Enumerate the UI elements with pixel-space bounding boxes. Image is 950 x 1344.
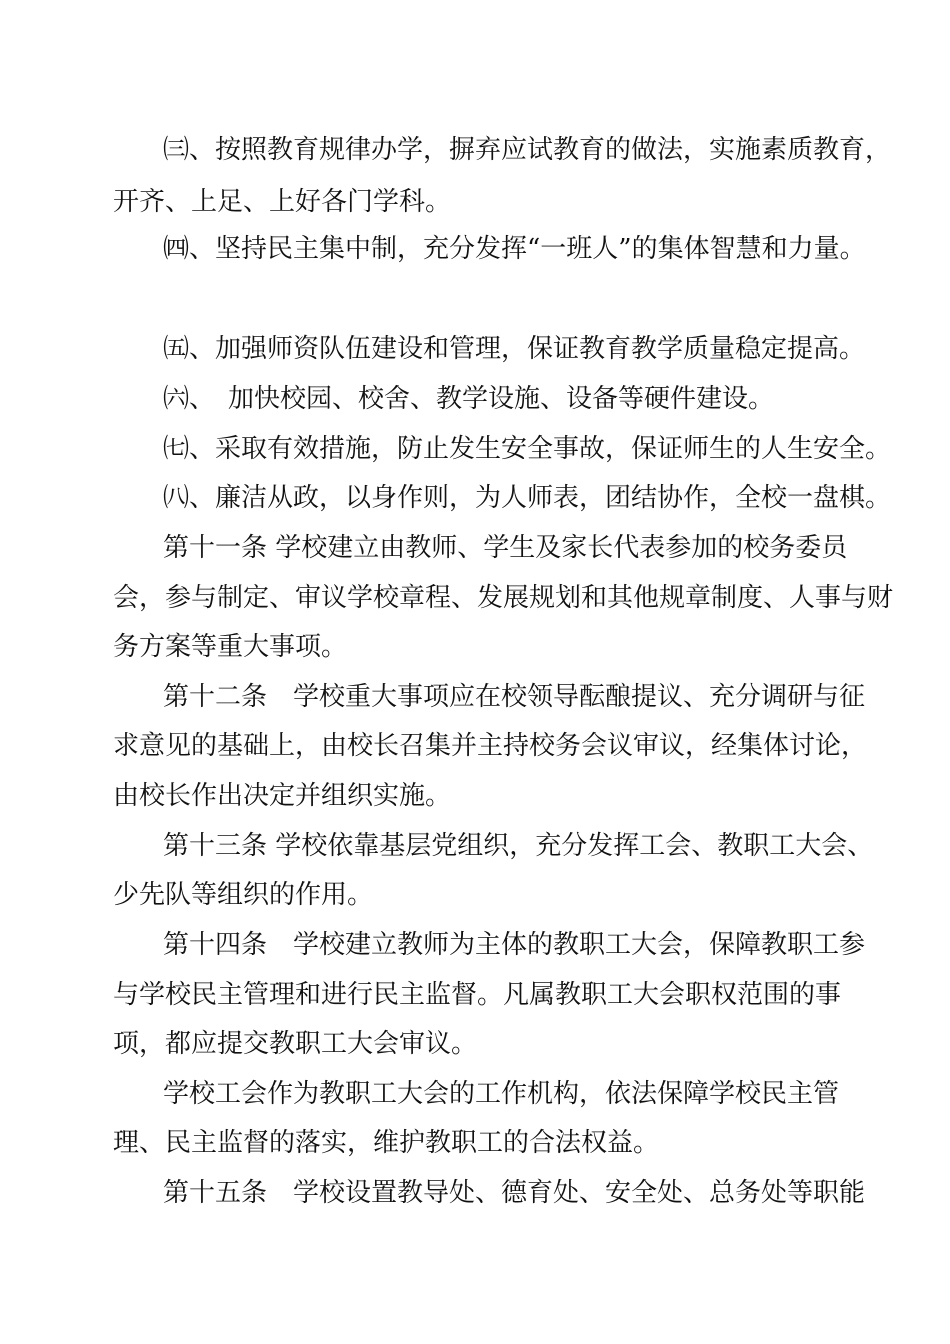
text-line: ㈢、按照教育规律办学，摒弃应试教育的做法，实施素质教育， (163, 135, 892, 165)
text-line: 第十五条 学校设置教导处、德育处、安全处、总务处等职能 (163, 1178, 866, 1208)
text-line: 理、民主监督的落实，维护教职工的合法权益。 (113, 1128, 660, 1158)
text-line: 务方案等重大事项。 (113, 632, 348, 662)
text-line: 项，都应提交教职工大会审议。 (113, 1029, 478, 1059)
text-line: 第十四条 学校建立教师为主体的教职工大会，保障教职工参 (163, 930, 866, 960)
text-line: 第十一条 学校建立由教师、学生及家长代表参加的校务委员 (163, 533, 848, 563)
text-line: ㈧、廉洁从政，以身作则，为人师表，团结协作，全校一盘棋。 (163, 483, 892, 513)
text-line: 与学校民主管理和进行民主监督。凡属教职工大会职权范围的事 (113, 980, 842, 1010)
text-line: ㈣、坚持民主集中制，充分发挥“一班人”的集体智慧和力量。 (163, 234, 866, 264)
text-line: 少先队等组织的作用。 (113, 880, 374, 910)
text-line: ㈤、加强师资队伍建设和管理，保证教育教学质量稳定提高。 (163, 334, 866, 364)
text-line: ㈥、 加快校园、校舍、教学设施、设备等硬件建设。 (163, 384, 775, 414)
text-line: ㈦、采取有效措施，防止发生安全事故，保证师生的人生安全。 (163, 434, 892, 464)
text-line: 第十二条 学校重大事项应在校领导酝酿提议、充分调研与征 (163, 682, 866, 712)
text-line: 第十三条 学校依靠基层党组织，充分发挥工会、教职工大会、 (163, 831, 874, 861)
text-line: 学校工会作为教职工大会的工作机构，依法保障学校民主管 (163, 1079, 840, 1109)
text-line: 开齐、上足、上好各门学科。 (113, 187, 452, 217)
text-line: 求意见的基础上，由校长召集并主持校务会议审议，经集体讨论， (113, 731, 868, 761)
text-line: 会，参与制定、审议学校章程、发展规划和其他规章制度、人事与财 (113, 583, 894, 613)
text-line: 由校长作出决定并组织实施。 (113, 781, 452, 811)
